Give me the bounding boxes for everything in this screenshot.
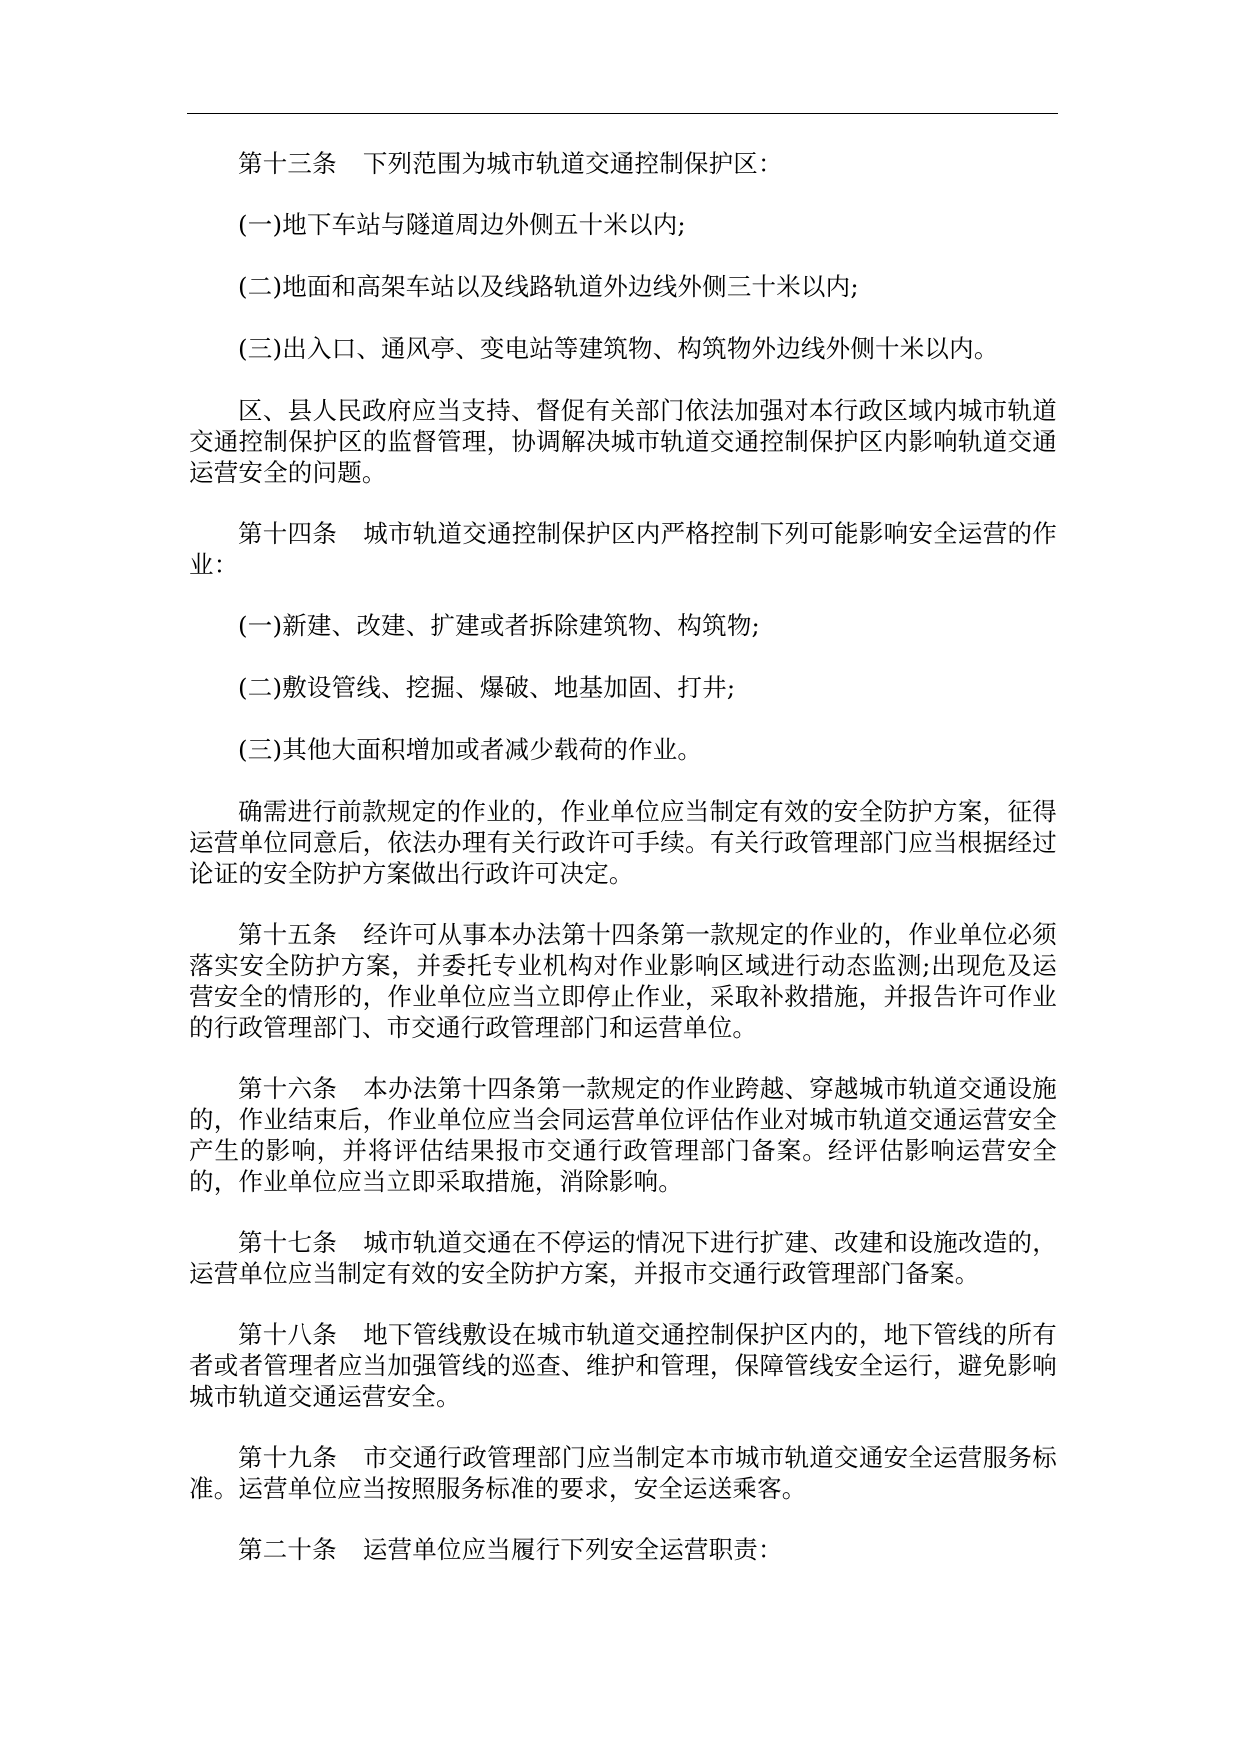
article-text: 市交通行政管理部门应当制定本市城市轨道交通安全运营服务标准。运营单位应当按照服务标准的要求，安全运送乘客。 xyxy=(189,1443,1057,1503)
article-18 xyxy=(189,1319,1057,1412)
list-item: (一)地下车站与隧道周边外侧五十米以内; xyxy=(238,210,686,239)
article-20 xyxy=(189,1534,1057,1565)
article-14 xyxy=(189,518,1057,580)
article-16 xyxy=(189,1073,1057,1197)
article-text: 经许可从事本办法第十四条第一款规定的作业的，作业单位必须落实安全防护方案，并委托专业机构对作业影响区域进行动态监测;出现危及运营安全的情形的，作业单位应当立即停止作业，采取补救措施，并报告许可作业的行政管理部门、市交通行政管理部门和运营单位。 xyxy=(189,920,1057,1042)
article-text: 城市轨道交通在不停运的情况下进行扩建、改建和设施改造的，运营单位应当制定有效的安全防护方案，并报市交通行政管理部门备案。 xyxy=(189,1228,1057,1288)
article-number: 第二十条 xyxy=(238,1535,337,1564)
header-rule xyxy=(187,113,1058,114)
list-item: (三)其他大面积增加或者减少载荷的作业。 xyxy=(238,735,703,764)
article-19 xyxy=(189,1442,1057,1504)
article-text: 本办法第十四条第一款规定的作业跨越、穿越城市轨道交通设施的，作业结束后，作业单位应当会同运营单位评估作业对城市轨道交通运营安全产生的影响，并将评估结果报市交通行政管理部门备案。经评估影响运营安全的，作业单位应当立即采取措施，消除影响。 xyxy=(189,1074,1057,1196)
list-item: (一)新建、改建、扩建或者拆除建筑物、构筑物; xyxy=(238,611,760,640)
article-number: 第十四条 xyxy=(238,519,338,548)
list-item: (二)地面和高架车站以及线路轨道外边线外侧三十米以内; xyxy=(238,272,859,301)
list-item: (三)出入口、通风亭、变电站等建筑物、构筑物外边线外侧十米以内。 xyxy=(238,334,999,363)
article-number: 第十六条 xyxy=(238,1074,338,1103)
article-17 xyxy=(189,1227,1057,1289)
body-paragraph: 区、县人民政府应当支持、督促有关部门依法加强对本行政区域内城市轨道交通控制保护区的监督管理，协调解决城市轨道交通控制保护区内影响轨道交通运营安全的问题。 xyxy=(189,396,1057,487)
article-15 xyxy=(189,919,1057,1043)
document-body xyxy=(189,148,1057,1595)
article-number: 第十七条 xyxy=(238,1228,338,1257)
article-number: 第十八条 xyxy=(238,1320,338,1349)
article-number: 第十五条 xyxy=(238,920,338,949)
article-number: 第十九条 xyxy=(238,1443,338,1472)
article-text: 下列范围为城市轨道交通控制保护区： xyxy=(362,149,783,178)
article-13 xyxy=(189,148,1057,179)
article-number: 第十三条 xyxy=(238,149,337,178)
article-text: 运营单位应当履行下列安全运营职责： xyxy=(362,1535,783,1564)
article-text: 城市轨道交通控制保护区内严格控制下列可能影响安全运营的作业： xyxy=(189,519,1057,579)
list-item: (二)敷设管线、挖掘、爆破、地基加固、打井; xyxy=(238,673,736,702)
article-text: 地下管线敷设在城市轨道交通控制保护区内的，地下管线的所有者或者管理者应当加强管线的巡查、维护和管理，保障管线安全运行，避免影响城市轨道交通运营安全。 xyxy=(189,1320,1057,1411)
body-paragraph: 确需进行前款规定的作业的，作业单位应当制定有效的安全防护方案，征得运营单位同意后，依法办理有关行政许可手续。有关行政管理部门应当根据经过论证的安全防护方案做出行政许可决定。 xyxy=(189,797,1057,888)
